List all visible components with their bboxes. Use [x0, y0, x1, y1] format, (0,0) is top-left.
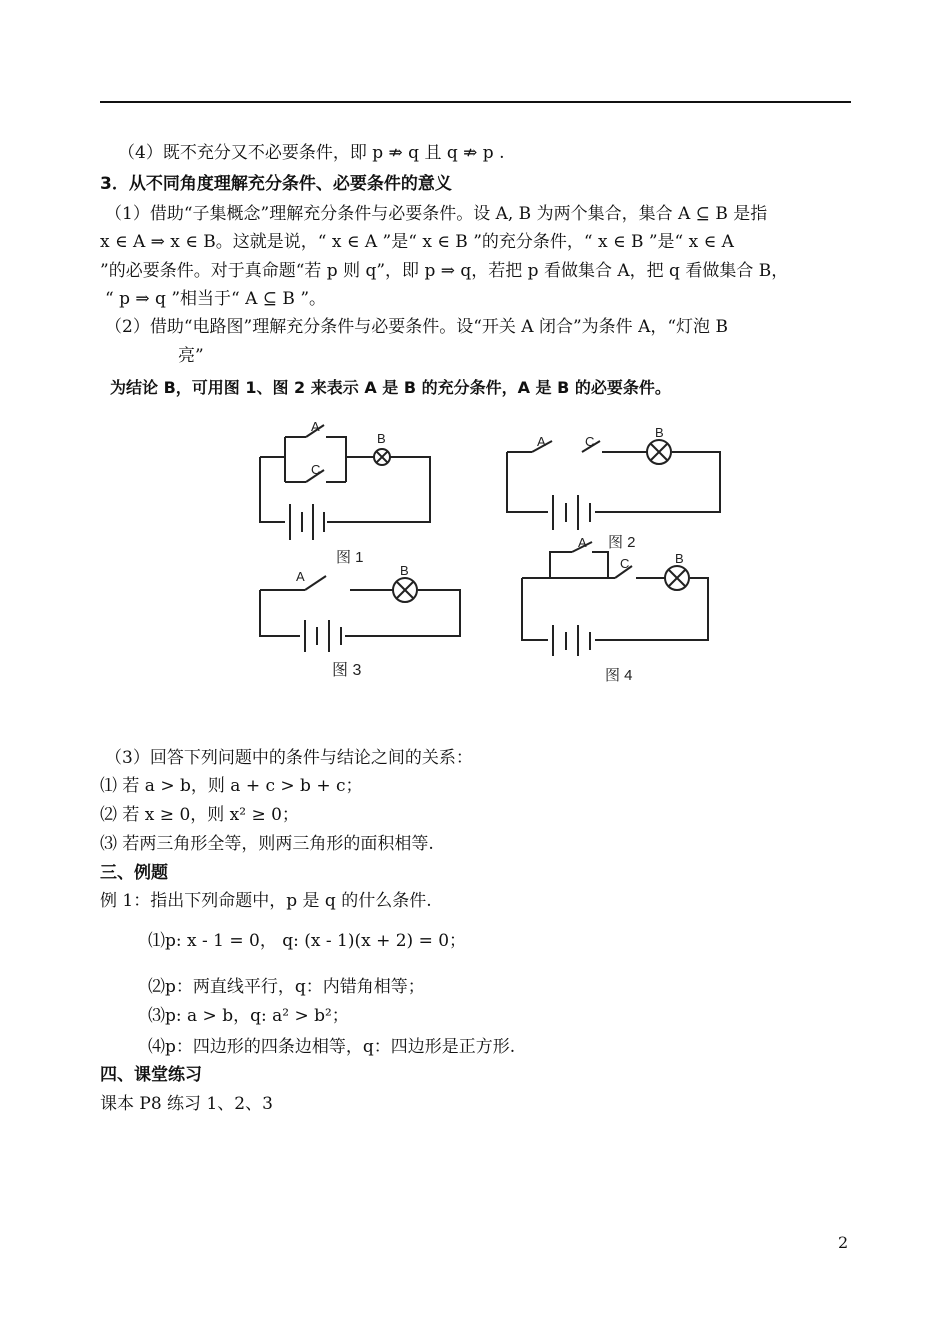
label-bulb-b: B — [400, 563, 409, 578]
text-line-17: ⑵p：两直线平行，q：内错角相等； — [148, 977, 425, 997]
text-line-7: （2）借助“电路图”理解充分条件与必要条件。设“开关 A 闭合”为条件 A，“灯泡 B — [105, 317, 728, 337]
caption-figure-2: 图 2 — [608, 534, 636, 551]
circuit-figure-2 — [507, 440, 720, 530]
wire — [326, 437, 346, 482]
label-switch-c: C — [585, 434, 595, 449]
text-line-16: ⑴p: x - 1 = 0， q: (x - 1)(x + 2) = 0； — [148, 931, 467, 951]
label-switch-c: C — [311, 462, 321, 477]
text-line-9: 为结论 B，可用图 1、图 2 来表示 A 是 B 的充分条件，A 是 B 的必要条件。 — [110, 378, 671, 397]
wire — [522, 578, 548, 640]
circuit-figure-3 — [260, 576, 460, 652]
text-line-1: （4）既不充分又不必要条件，即 p ⇏ q 且 q ⇏ p . — [118, 143, 505, 163]
text-line-13: ⑶ 若两三角形全等，则两三角形的面积相等. — [100, 834, 434, 854]
wire — [345, 590, 460, 636]
label-switch-a: A — [311, 419, 320, 434]
wire — [327, 457, 430, 522]
text-line-12: ⑵ 若 x ≥ 0，则 x² ≥ 0； — [100, 805, 299, 825]
label-bulb-b: B — [655, 425, 664, 440]
wire — [595, 578, 708, 640]
caption-figure-4: 图 4 — [605, 667, 633, 684]
text-line-6: “ p ⇒ q ”相当于“ A ⊆ B ”。 — [105, 289, 327, 309]
text-line-18: ⑶p: a > b，q: a² > b²； — [148, 1006, 349, 1026]
caption-figure-3: 图 3 — [332, 662, 362, 679]
section-heading-3: 3．从不同角度理解充分条件、必要条件的意义 — [100, 174, 452, 194]
wire — [507, 452, 548, 512]
switch-a — [305, 576, 326, 590]
label-switch-a: A — [537, 434, 546, 449]
wire — [260, 457, 285, 522]
text-line-21: 课本 P8 练习 1、2、3 — [100, 1094, 273, 1114]
text-line-19: ⑷p：四边形的四条边相等，q：四边形是正方形. — [148, 1037, 516, 1057]
wire — [595, 452, 720, 512]
wire — [592, 552, 608, 578]
label-switch-a: A — [578, 535, 587, 550]
text-line-11: ⑴ 若 a > b，则 a + c > b + c； — [100, 776, 363, 796]
text-line-5: ”的必要条件。对于真命题“若 p 则 q”，即 p ⇒ q，若把 p 看做集合 A，把 q 看做集合 B， — [100, 261, 789, 281]
label-bulb-b: B — [377, 431, 386, 446]
page-number: 2 — [838, 1233, 849, 1252]
text-line-8: 亮” — [178, 346, 204, 366]
wire — [550, 552, 572, 578]
section-heading-examples: 三、例题 — [100, 863, 168, 883]
text-line-3: （1）借助“子集概念”理解充分条件与必要条件。设 A, B 为两个集合，集合 A ⊆ B 是指 — [105, 204, 768, 224]
text-line-15: 例 1：指出下列命题中，p 是 q 的什么条件. — [100, 891, 432, 911]
label-switch-a: A — [296, 569, 305, 584]
label-switch-c: C — [620, 556, 630, 571]
label-bulb-b: B — [675, 551, 684, 566]
section-heading-practice: 四、课堂练习 — [100, 1065, 202, 1085]
text-line-10: （3）回答下列问题中的条件与结论之间的关系： — [105, 748, 473, 768]
circuit-figure-1 — [260, 425, 430, 540]
caption-figure-1: 图 1 — [336, 549, 364, 566]
wire — [260, 590, 300, 636]
text-line-4: x ∈ A ⇒ x ∈ B。这就是说，“ x ∈ A ”是“ x ∈ B ”的充分条件，“ x ∈ B ”是“ x ∈ A — [100, 232, 734, 252]
